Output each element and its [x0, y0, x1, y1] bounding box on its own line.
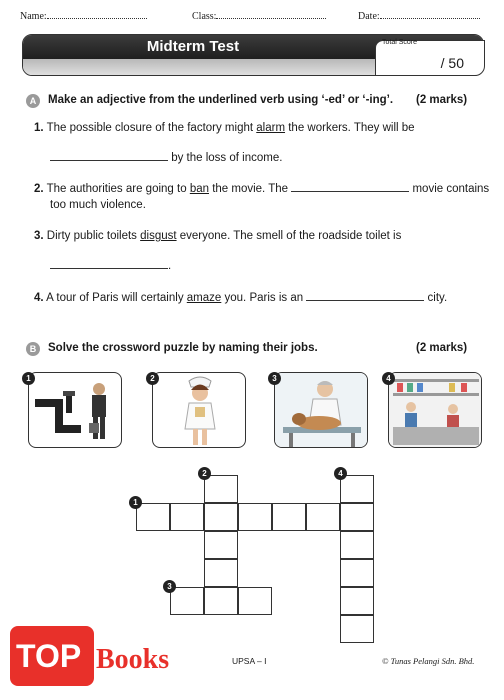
- picture-number-1: 1: [22, 372, 35, 385]
- question-1-line-2: by the loss of income.: [50, 150, 282, 166]
- total-score-label: Total Score: [382, 39, 418, 46]
- underlined-verb: amaze: [186, 292, 222, 304]
- section-b-badge: B: [26, 342, 40, 356]
- question-3-line-2: .: [50, 258, 171, 274]
- section-a-marks: (2 marks): [416, 94, 468, 106]
- class-label: Class:: [192, 11, 217, 22]
- picture-number-3: 3: [268, 372, 281, 385]
- name-label: Name:: [20, 11, 47, 22]
- crossword-number-2: 2: [198, 467, 211, 480]
- crossword-cell[interactable]: [204, 503, 238, 531]
- crossword-cell[interactable]: [340, 503, 374, 531]
- section-a-instruction: Make an adjective from the underlined verb using ‘-ed’ or ‘-ing’.: [48, 94, 394, 106]
- crossword-cell[interactable]: [340, 559, 374, 587]
- page-number: UPSA – I: [232, 656, 267, 666]
- question-1: 1. The possible closure of the factory might alarm the workers. They will be: [34, 122, 415, 134]
- question-2-line-2: too much violence.: [50, 199, 146, 211]
- question-4: 4. A tour of Paris will certainly amaze you. Paris is an city.: [34, 292, 448, 304]
- underlined-verb: alarm: [256, 122, 286, 134]
- picture-number-4: 4: [382, 372, 395, 385]
- question-2: 2. The authorities are going to ban the movie. The movie contains: [34, 183, 490, 195]
- crossword-cell[interactable]: [204, 587, 238, 615]
- crossword-cell[interactable]: [340, 615, 374, 643]
- crossword-number-4: 4: [334, 467, 347, 480]
- section-b-instruction: Solve the crossword puzzle by naming their jobs.: [48, 342, 318, 354]
- underlined-verb: ban: [189, 183, 209, 195]
- date-label: Date:: [358, 11, 380, 22]
- crossword-cell[interactable]: [340, 587, 374, 615]
- page-title: Midterm Test: [146, 38, 240, 55]
- watermark-top-text: TOP: [16, 638, 82, 674]
- crossword-cell[interactable]: [204, 559, 238, 587]
- crossword-cell[interactable]: [136, 503, 170, 531]
- question-3: 3. Dirty public toilets disgust everyone. The smell of the roadside toilet is: [34, 230, 402, 242]
- crossword-cell[interactable]: [306, 503, 340, 531]
- underlined-verb: disgust: [140, 230, 177, 242]
- crossword-cell[interactable]: [170, 587, 204, 615]
- crossword-cell[interactable]: [204, 531, 238, 559]
- topbooks-watermark-logo: [10, 624, 196, 690]
- section-a-badge: A: [26, 94, 40, 108]
- crossword-cell[interactable]: [272, 503, 306, 531]
- crossword-cell[interactable]: [340, 475, 374, 503]
- total-score-value: / 50: [440, 55, 464, 71]
- watermark-books-text: Books: [96, 644, 170, 675]
- picture-number-2: 2: [146, 372, 159, 385]
- crossword-cell[interactable]: [340, 531, 374, 559]
- section-b-marks: (2 marks): [416, 342, 468, 354]
- crossword-cell[interactable]: [238, 587, 272, 615]
- copyright-text: © Tunas Pelangi Sdn. Bhd.: [382, 656, 475, 666]
- crossword-number-3: 3: [163, 580, 176, 593]
- crossword-cell[interactable]: [170, 503, 204, 531]
- crossword-cell[interactable]: [238, 503, 272, 531]
- crossword-number-1: 1: [129, 496, 142, 509]
- crossword-cell[interactable]: [204, 475, 238, 503]
